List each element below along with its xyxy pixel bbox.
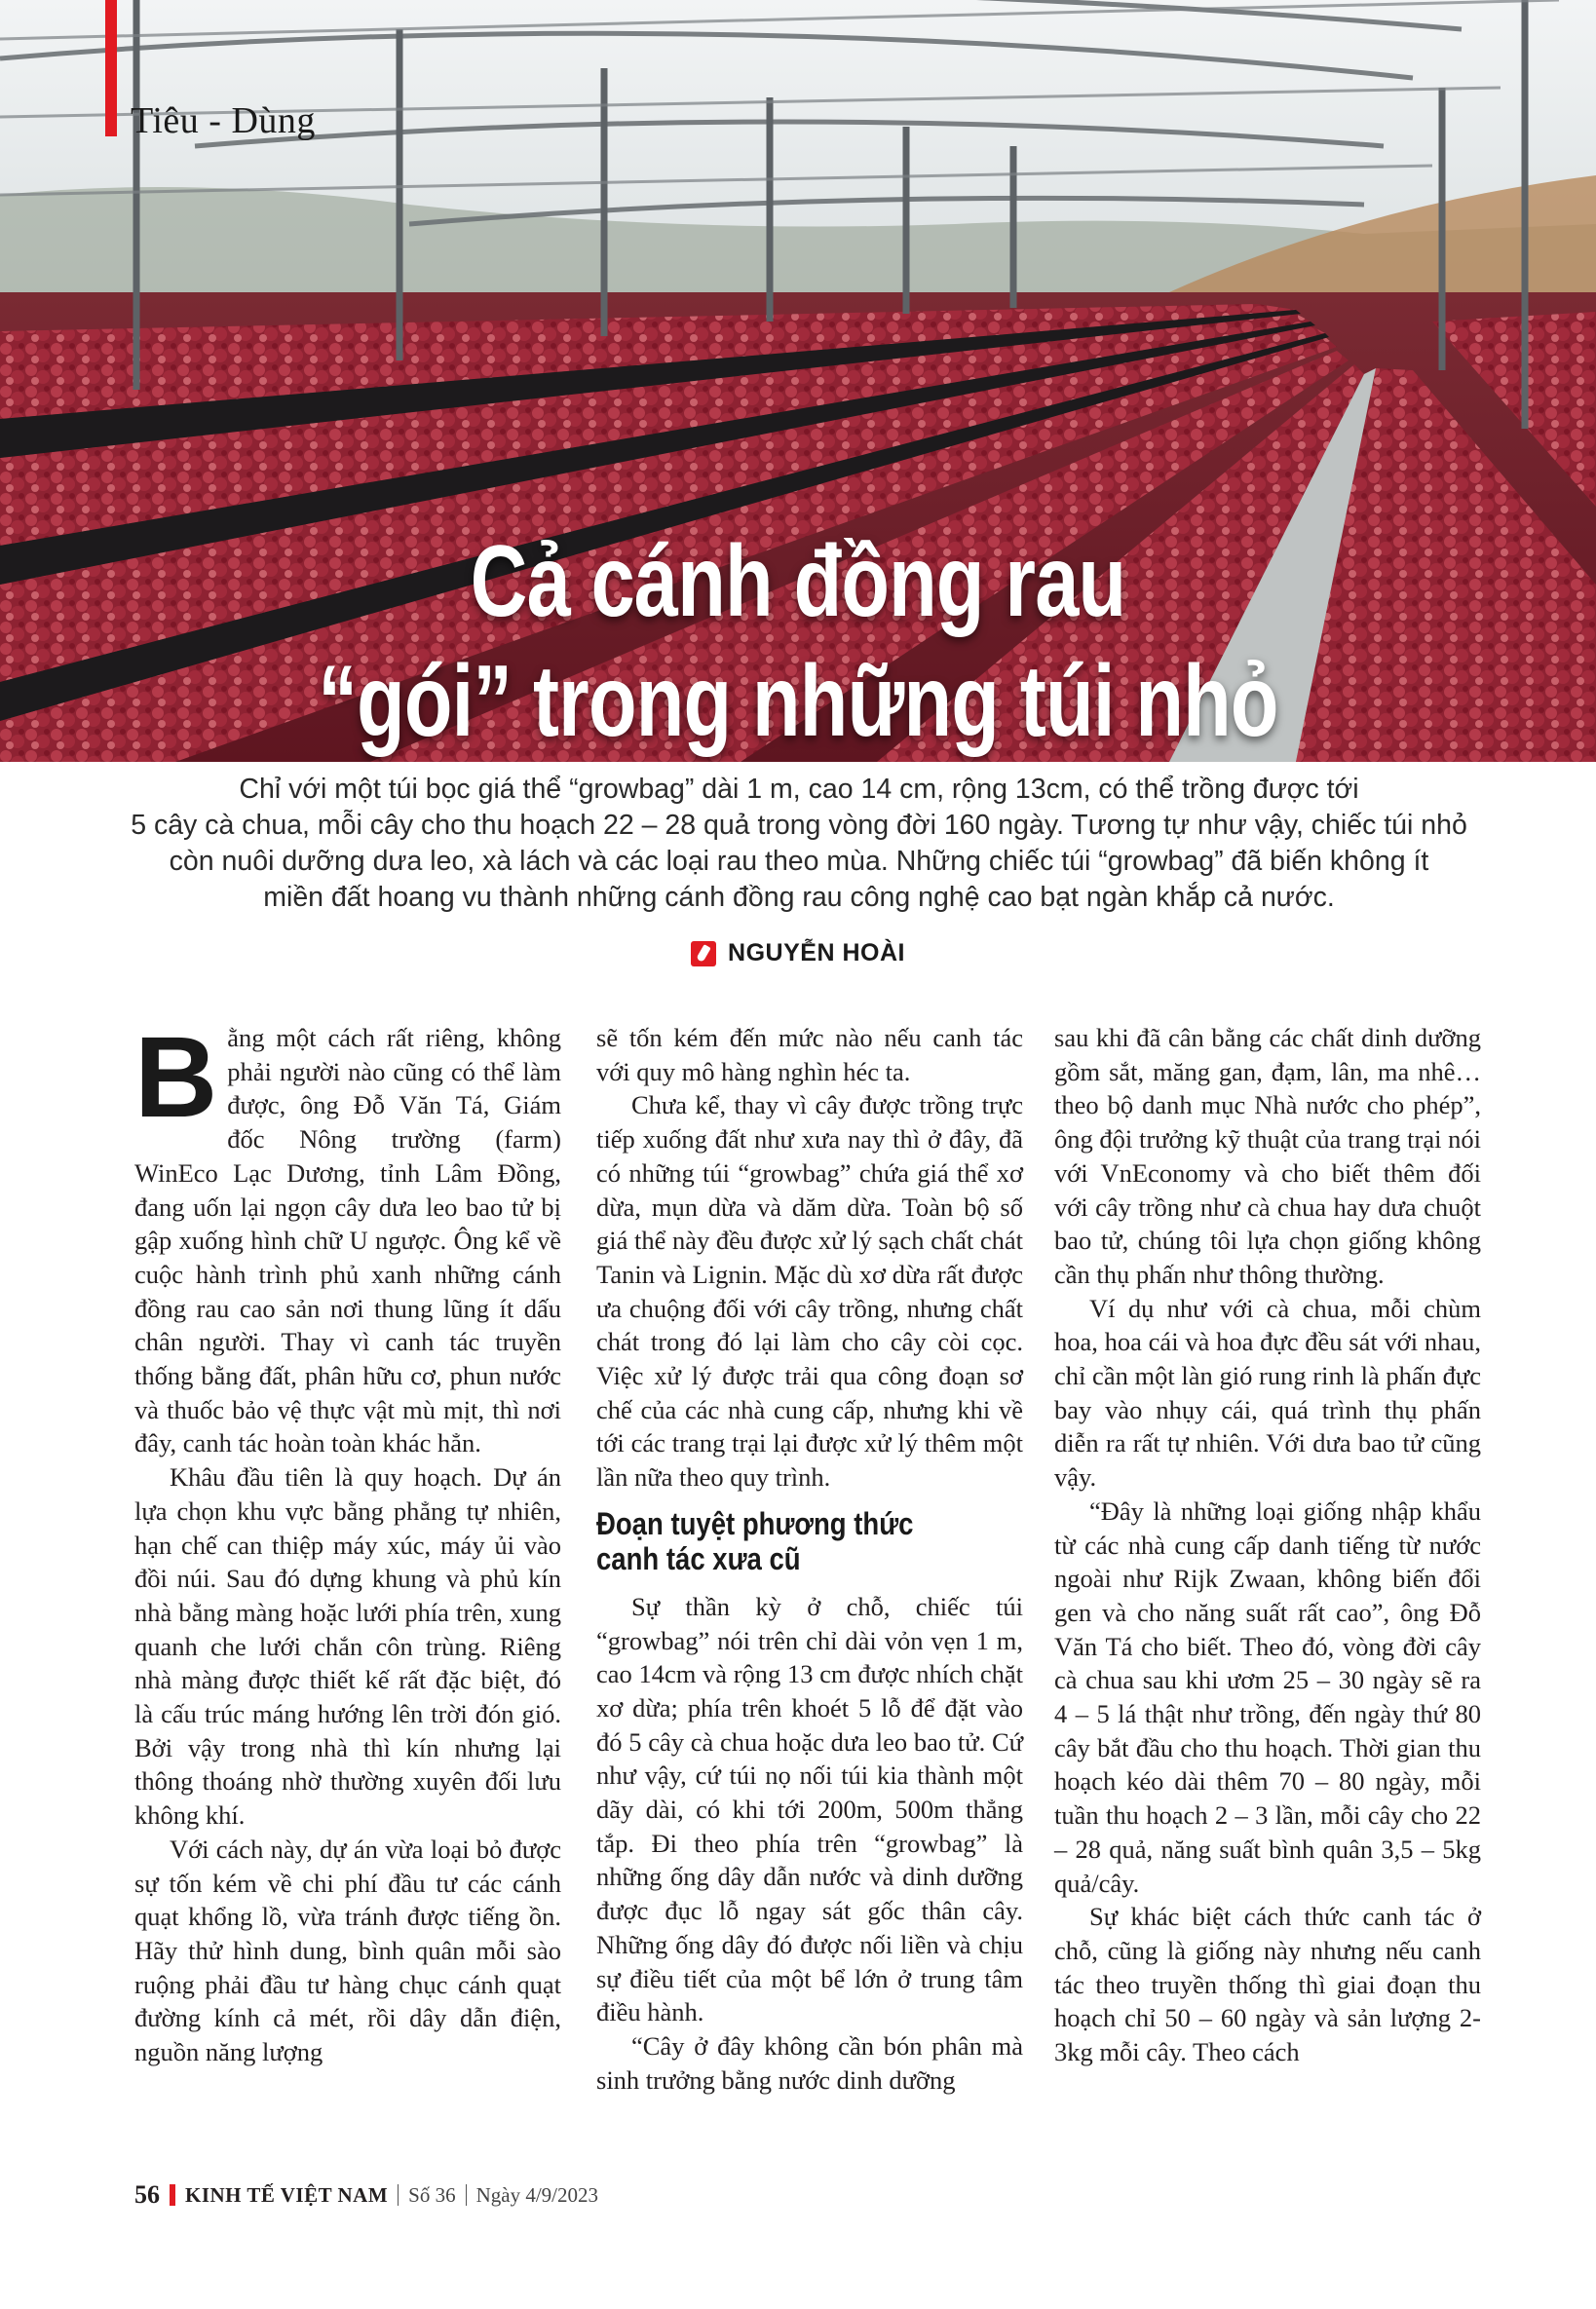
pen-icon: [691, 941, 716, 966]
body-column-2: [596, 1021, 1023, 2097]
body-column-3: [1054, 1021, 1481, 2069]
body-column-1: [134, 1013, 561, 2069]
author-name: NGUYỄN HOÀI: [728, 939, 905, 966]
lead-line: 5 cây cà chua, mỗi cây cho thu hoạch 22 – 28 quả trong vòng đời 160 ngày. Tương tự như vậy, chiếc túi nhỏ: [131, 810, 1467, 841]
divider: [466, 2184, 467, 2206]
paragraph: Chưa kể, thay vì cây được trồng trực tiếp xuống đất như xưa nay thì ở đây, đã có những túi “growbag” chứa giá thể xơ dừa, mụn dừa và dăm dừa. Toàn bộ số giá thể này đều được xử lý sạch chất chát Tanin và Lignin. Mặc dù xơ dừa rất được ưa chuộng đối với cây trồng, nhưng chất chát trong đó lại làm cho cây còi cọc. Việc xử lý được trải qua công đoạn sơ chế của các nhà cung cấp, nhưng khi về tới các trang trại lại được xử lý thêm một lần nữa theo quy trình.: [596, 1090, 1023, 1493]
divider: [398, 2184, 399, 2206]
lead-line: miền đất hoang vu thành những cánh đồng rau công nghệ cao bạt ngàn khắp cả nước.: [263, 882, 1335, 913]
paragraph: Sự thần kỳ ở chỗ, chiếc túi “growbag” nói trên chỉ dài vỏn vẹn 1 m, cao 14cm và rộng 13 cm được nhích chặt xơ dừa; phía trên khoét 5 lỗ để đặt vào đó 5 cây cà chua hoặc dưa leo bao tử. Cứ như vậy, cứ túi nọ nối túi kia thành một dãy dài, có khi tới 200m, 500m thẳng tắp. Đi theo phía trên “growbag” là những ống dây dẫn nước và dinh dưỡng được đục lỗ ngay sát gốc thân cây. Những ống dây đó được nối liền và chịu sự điều tiết của một bể lớn ở trung tâm điều hành.: [596, 1591, 1023, 2027]
page-footer: [134, 2180, 598, 2210]
paragraph: Với cách này, dự án vừa loại bỏ được sự tốn kém về chi phí đầu tư các cánh quạt khổng lồ, vừa tránh được tiếng ồn. Hãy thử hình dung, bình quân mỗi sào ruộng phải đầu tư hàng chục cánh quạt đường kính cả mét, rồi dây dẫn điện, nguồn năng lượng: [134, 1834, 561, 2067]
subheading-line: Đoạn tuyệt phương thức: [596, 1505, 914, 1541]
paragraph: “Cây ở đây không cần bón phân mà sinh trưởng bằng nước dinh dưỡng: [596, 2030, 1023, 2095]
paragraph: sau khi đã cân bằng các chất dinh dưỡng gồm sắt, măng gan, đạm, lân, ma nhê… theo bộ danh mục Nhà nước cho phép”, ông đội trưởng kỹ thuật của trang trại nói với VnEconomy và cho biết thêm đối với cây trồng như cà chua hay dưa chuột bao tử, chúng tôi lựa chọn giống không cần thụ phấn như thông thường.: [1054, 1023, 1481, 1289]
subheading-line: canh tác xưa cũ: [596, 1540, 801, 1576]
headline-line-1: Cả cánh đồng rau: [470, 525, 1126, 638]
drop-cap: B: [134, 1013, 218, 1142]
magazine-name: KINH TẾ VIỆT NAM: [185, 2182, 389, 2207]
subheading: [596, 1506, 1018, 1576]
footer-accent-bar: [170, 2184, 175, 2206]
page-number: 56: [134, 2180, 160, 2209]
paragraph: sẽ tốn kém đến mức nào nếu canh tác với quy mô hàng nghìn héc ta.: [596, 1023, 1023, 1086]
section-color-bar: [105, 0, 117, 136]
headline-line-2: “gói” trong những túi nhỏ: [318, 645, 1278, 758]
lead-line: còn nuôi dưỡng dưa leo, xà lách và các loại rau theo mùa. Những chiếc túi “growbag” đã biến không ít: [169, 846, 1429, 877]
paragraph: Sự khác biệt cách thức canh tác ở chỗ, cũng là giống này nhưng nếu canh tác theo truyền thống thì giai đoạn thu hoạch chỉ 50 – 60 ngày và sản lượng 2-3kg mỗi cây. Theo cách: [1054, 1902, 1481, 2067]
section-label: Tiêu - Dùng: [131, 100, 316, 141]
byline: [0, 939, 1596, 967]
paragraph: Khâu đầu tiên là quy hoạch. Dự án lựa chọn khu vực bằng phẳng tự nhiên, hạn chế can thiệp máy xúc, máy ủi vào đồi núi. Sau đó dựng khung và phủ kín nhà bằng màng hoặc lưới phía trên, xung quanh che lưới chắn côn trùng. Riêng nhà màng được thiết kế rất đặc biệt, đó là cấu trúc máng hướng lên trời đón gió. Bởi vậy trong nhà thì kín nhưng lại thông thoáng nhờ thường xuyên đối lưu không khí.: [134, 1462, 561, 1831]
issue-number: Số 36: [408, 2182, 456, 2207]
lead-line: Chỉ với một túi bọc giá thể “growbag” dài 1 m, cao 14 cm, rộng 13cm, có thể trồng được tới: [239, 774, 1359, 805]
hero-photo: [0, 0, 1596, 762]
paragraph: Ví dụ như với cà chua, mỗi chùm hoa, hoa cái và hoa đực đều sát với nhau, chỉ cần một làn gió rung rinh là phấn đực bay vào nhụy cái, quá trình thụ phấn diễn ra rất tự nhiên. Với dưa bao tử cũng vậy.: [1054, 1293, 1481, 1493]
paragraph: Bằng một cách rất riêng, không phải người nào cũng có thể làm được, ông Đỗ Văn Tá, Giám đốc Nông trường (farm) WinEco Lạc Dương, tỉnh Lâm Đồng, đang uốn lại ngọn cây dưa leo bao tử bị gập xuống hình chữ U ngược. Ông kể về cuộc hành trình phủ xanh những cánh đồng rau cao sản nơi thung lũng ít dấu chân người. Thay vì canh tác truyền thống bằng đất, phân hữu cơ, phun nước và thuốc bảo vệ thực vật mù mịt, thì nơi đây, canh tác hoàn toàn khác hẳn.: [134, 1013, 561, 1458]
issue-date: Ngày 4/9/2023: [475, 2182, 598, 2207]
article-lead: [127, 772, 1471, 916]
paragraph: “Đây là những loại giống nhập khẩu từ các nhà cung cấp danh tiếng từ nước ngoài như Rijk Zwaan, không biến đổi gen và cho năng suất rất cao”, ông Đỗ Văn Tá cho biết. Theo đó, vòng đời cây cà chua sau khi ươm 25 – 30 ngày sẽ ra 4 – 5 lá thật như trồng, đến ngày thứ 80 cây bắt đầu cho thu hoạch. Thời gian thu hoạch kéo dài thêm 70 – 80 ngày, mỗi tuần thu hoạch 2 – 3 lần, mỗi cây cho 22 – 28 quả, năng suất bình quân 3,5 – 5kg quả/cây.: [1054, 1495, 1481, 1898]
